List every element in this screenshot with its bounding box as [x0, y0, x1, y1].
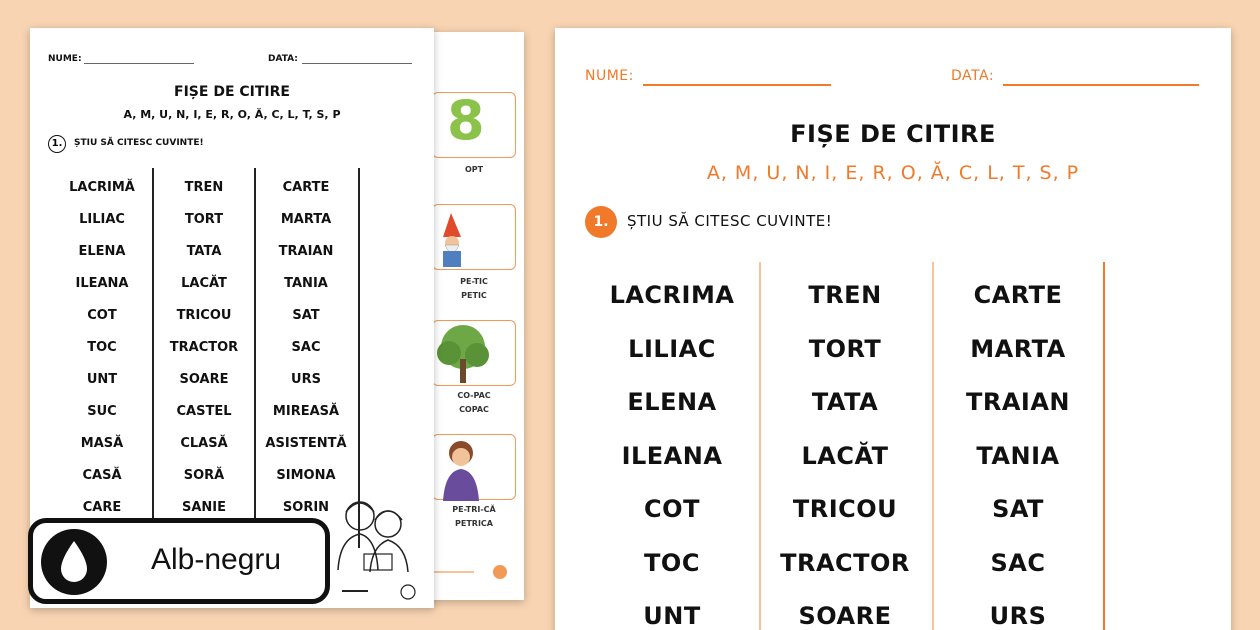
word-item: TATA	[811, 388, 879, 416]
picture-caption: OPT	[464, 165, 484, 174]
word-item: TRAIAN	[965, 388, 1070, 416]
word-item: UNT	[86, 372, 118, 387]
word-column	[760, 280, 930, 630]
word-item: ILEANA	[75, 276, 129, 291]
word-item: TRICOU	[792, 495, 898, 523]
word-item: COT	[644, 495, 700, 523]
column-divider	[1103, 262, 1105, 630]
gnome-icon	[433, 205, 517, 271]
number-eight-glyph: 8	[447, 89, 485, 152]
word-item: SAC	[990, 548, 1046, 577]
word-item: COT	[87, 308, 117, 323]
picture-cards-sheet	[420, 32, 524, 600]
picture-caption: PETRICA	[455, 519, 493, 528]
word-item: LILIAC	[628, 334, 716, 363]
date-label: DATA:	[951, 68, 995, 84]
word-item: TANIA	[976, 441, 1060, 470]
word-item: CARTE	[973, 281, 1063, 309]
word-item: SAC	[291, 340, 321, 355]
word-item: TOC	[644, 548, 700, 577]
word-column	[256, 178, 356, 530]
girl-icon	[433, 435, 517, 501]
badge-label: Alb-negru	[151, 543, 282, 576]
word-item: SORIN	[282, 500, 330, 515]
word-column	[52, 178, 152, 530]
word-column	[933, 280, 1103, 630]
word-item: URS	[989, 602, 1047, 630]
word-item: SIMONA	[276, 468, 336, 483]
picture-card-petic	[432, 204, 516, 270]
word-item: SUC	[87, 404, 117, 419]
word-item: CARTE	[282, 180, 330, 195]
word-item: ASISTENTĂ	[265, 436, 347, 451]
word-item: TORT	[184, 212, 224, 227]
word-item: TRAIAN	[278, 244, 334, 259]
word-item: TATA	[186, 244, 222, 259]
worksheet-title: FIȘE DE CITIRE	[174, 84, 290, 100]
word-item: SAT	[292, 308, 320, 323]
word-item: URS	[291, 372, 321, 387]
name-line	[84, 63, 194, 64]
word-column	[587, 280, 757, 630]
exercise-number-badge: 1.	[48, 135, 66, 153]
worksheet-title: FIȘE DE CITIRE	[790, 120, 996, 148]
word-item: ILEANA	[621, 441, 723, 470]
picture-card-copac	[432, 320, 516, 386]
word-item: LACĂT	[181, 276, 227, 291]
picture-caption: CO-PAC	[457, 391, 491, 400]
word-item: TREN	[808, 281, 882, 309]
word-item: TANIA	[284, 276, 328, 291]
word-item: TREN	[184, 180, 224, 195]
word-item: SANIE	[181, 500, 227, 515]
exercise-number-badge: 1.	[585, 206, 617, 238]
word-item: TRACTOR	[780, 548, 910, 577]
name-label: NUME:	[585, 68, 634, 84]
word-item: MARTA	[280, 212, 332, 227]
color-worksheet	[555, 28, 1231, 630]
word-item: CASTEL	[176, 404, 232, 419]
picture-caption: PE-TRI-CĂ	[452, 505, 496, 514]
word-item: TOC	[87, 340, 117, 355]
word-item: ELENA	[627, 388, 717, 416]
word-item: MARTA	[970, 334, 1066, 363]
name-label: NUME:	[48, 54, 82, 64]
word-item: SOARE	[798, 602, 892, 630]
worksheet-letters: A, M, U, N, I, E, R, O, Ă, C, L, T, S, P	[706, 162, 1080, 184]
black-white-version-badge	[28, 518, 330, 604]
picture-card-petrica	[432, 434, 516, 500]
date-line	[302, 63, 412, 64]
date-label: DATA:	[268, 54, 298, 64]
picture-caption: PE-TIC	[460, 277, 488, 286]
word-item: TRICOU	[176, 308, 232, 323]
date-line	[1003, 84, 1199, 86]
ink-drop-icon	[41, 529, 107, 595]
word-item: LILIAC	[79, 212, 125, 227]
word-item: SORĂ	[183, 468, 225, 483]
picture-caption: PETIC	[461, 291, 487, 300]
exercise-title: ȘTIU SĂ CITESC CUVINTE!	[627, 212, 833, 230]
name-line	[643, 84, 831, 86]
word-item: LACRIMA	[609, 281, 735, 309]
word-item: CASĂ	[82, 468, 122, 483]
tree-icon	[433, 321, 517, 387]
word-item: MIREASĂ	[272, 404, 340, 419]
word-item: UNT	[643, 602, 701, 630]
word-item: SOARE	[179, 372, 229, 387]
word-item: ELENA	[78, 244, 126, 259]
picture-caption: COPAC	[459, 405, 489, 414]
word-item: LACĂT	[801, 441, 889, 470]
word-item: CLASĂ	[180, 436, 228, 451]
word-item: MASĂ	[80, 436, 124, 451]
word-item: SAT	[992, 495, 1044, 523]
word-item: TORT	[808, 334, 882, 363]
word-column	[154, 178, 254, 530]
word-item: LACRIMĂ	[69, 180, 135, 195]
word-item: TRACTOR	[169, 340, 239, 355]
exercise-title: ȘTIU SĂ CITESC CUVINTE!	[74, 138, 204, 148]
worksheet-letters: A, M, U, N, I, E, R, O, Ă, C, L, T, S, P	[123, 108, 341, 121]
word-item: CARE	[82, 500, 122, 515]
picture-card-opt	[432, 89, 516, 158]
footer-logo-icon	[430, 562, 514, 582]
kids-reading-drawing-icon	[330, 490, 430, 602]
